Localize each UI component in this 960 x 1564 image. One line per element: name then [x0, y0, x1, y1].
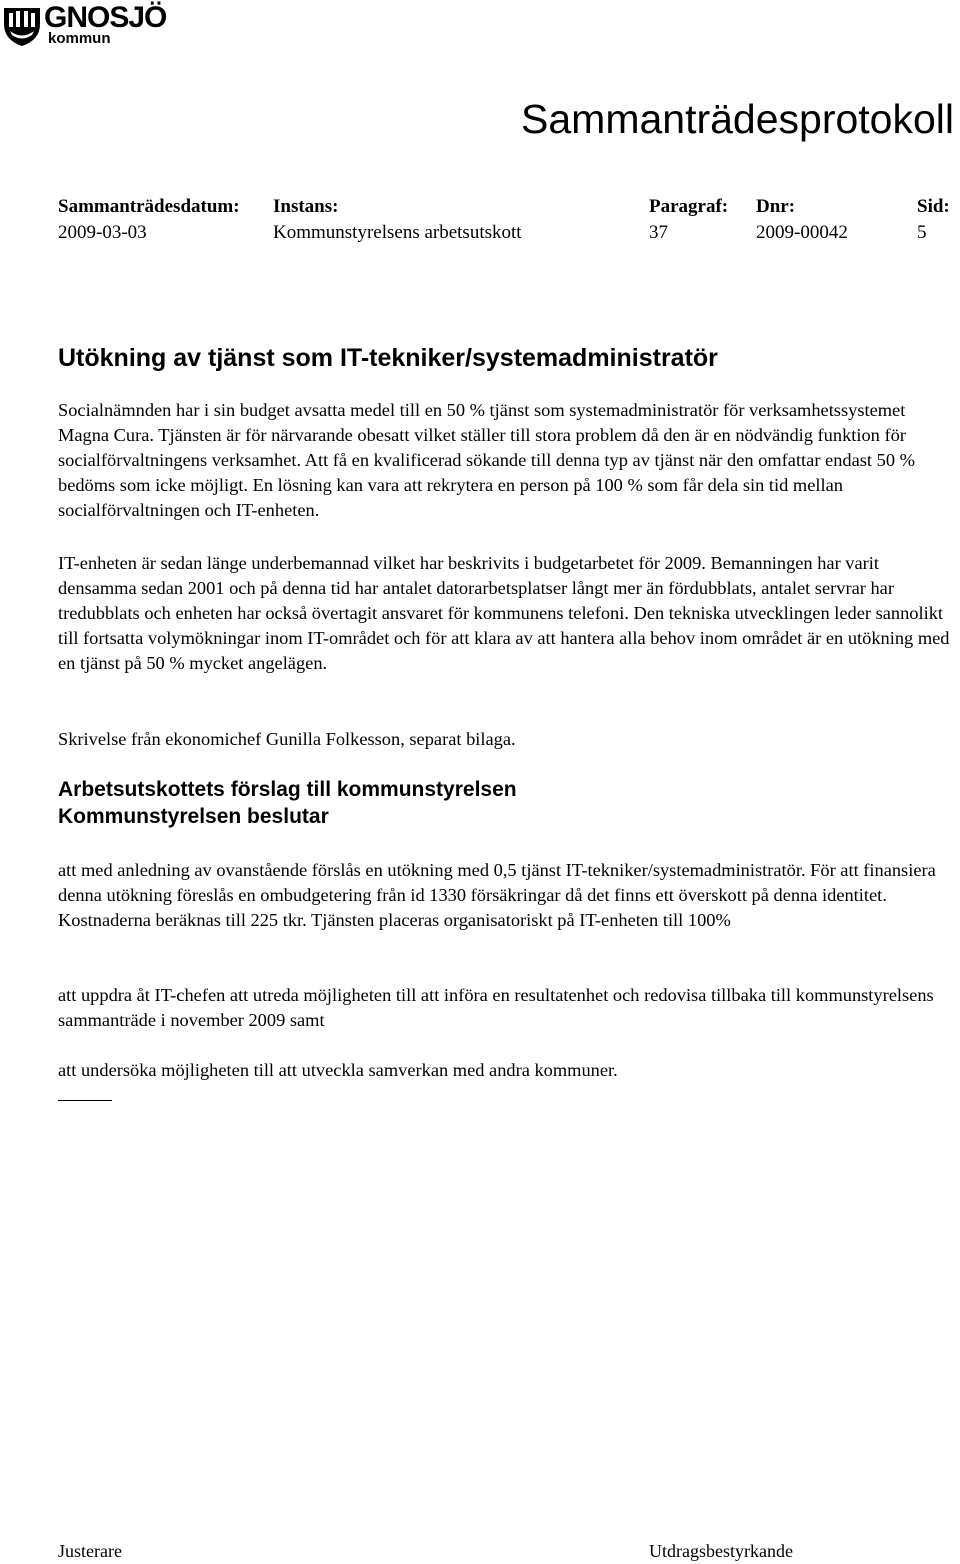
section-heading: Utökning av tjänst som IT-tekniker/systemadministratör [58, 344, 718, 372]
meta-date-value: 2009-03-03 [58, 222, 147, 243]
meta-dnr [756, 194, 848, 246]
meta-paragraph [649, 194, 728, 246]
meta-paragraph-label: Paragraf: [649, 196, 729, 217]
meta-page [917, 194, 950, 246]
paragraph-it-unit: IT-enheten är sedan länge underbemannad vilket har beskrivits i budgetarbetet för 2009. Bemanningen har varit densamma sedan 2001 och på denna tid har antalet datorarbetsplatser långt mer än fördubblats, antalet servrar har tredubblats och enheten har också övertagit ansvaret för kommunens telefoni. Den tekniska utvecklingen leder sannolikt till fortsatta volymökningar inom IT-området och för att klara av att hantera alla behov inom området är en utökning med en tjänst på 50 % mycket angelägen. [58, 553, 950, 673]
decision-item-1: att med anledning av ovanstående förslås en utökning med 0,5 tjänst IT-tekniker/systemadministratör. För att finansiera denna utökning föreslås en ombudgetering från id 1330 försäkringar då det finns ett överskott på denna identitet. Kostnaderna beräknas till 225 tkr. Tjänsten placeras organisatoriskt på IT-enheten till 100% [58, 860, 936, 930]
logo-subtitle: kommun [48, 30, 111, 47]
paragraph-background: Socialnämnden har i sin budget avsatta medel till en 50 % tjänst som systemadministratör för verksamhetssystemet Magna Cura. Tjänsten är för närvarande obesatt vilket ställer till stora problem då den är en nödvändig funktion för socialförvaltningens verksamhet. Att få en kvalificerad sökande till denna typ av tjänst när den omfattar endast 50 % bedöms som icke möjligt. En lösning kan vara att rekrytera en person på 100 % som får dela sin tid mellan socialförvaltningen och IT-enheten. [58, 400, 915, 520]
meta-page-value: 5 [917, 222, 927, 243]
decision-item-3: att undersöka möjligheten till att utveckla samverkan med andra kommuner. [58, 1060, 618, 1080]
logo-wordmark: GNOSJÖ [44, 1, 167, 34]
meta-page-label: Sid: [917, 196, 950, 217]
meta-date-label: Sammanträdesdatum: [58, 196, 240, 217]
meta-instance-value: Kommunstyrelsens arbetsutskott [273, 222, 522, 243]
end-rule [58, 1100, 112, 1101]
document-title: Sammanträdesprotokoll [521, 96, 954, 142]
meta-instance [273, 194, 522, 246]
meta-dnr-label: Dnr: [756, 196, 796, 217]
meta-date [58, 194, 240, 246]
proposal-heading: Arbetsutskottets förslag till kommunstyrelsen [58, 778, 517, 801]
municipality-logo [2, 1, 174, 48]
footer-signee: Justerare [58, 1541, 122, 1561]
meta-instance-label: Instans: [273, 196, 339, 217]
paragraph-attachment: Skrivelse från ekonomichef Gunilla Folkesson, separat bilaga. [58, 729, 516, 749]
footer-certification: Utdragsbestyrkande [649, 1541, 793, 1561]
decision-heading: Kommunstyrelsen beslutar [58, 805, 329, 828]
coat-of-arms-icon [2, 4, 42, 48]
meta-dnr-value: 2009-00042 [756, 222, 848, 243]
decision-item-2: att uppdra åt IT-chefen att utreda möjligheten till att införa en resultatenhet och redovisa tillbaka till kommunstyrelsens sammanträde i november 2009 samt [58, 985, 934, 1030]
meta-paragraph-value: 37 [649, 222, 668, 243]
